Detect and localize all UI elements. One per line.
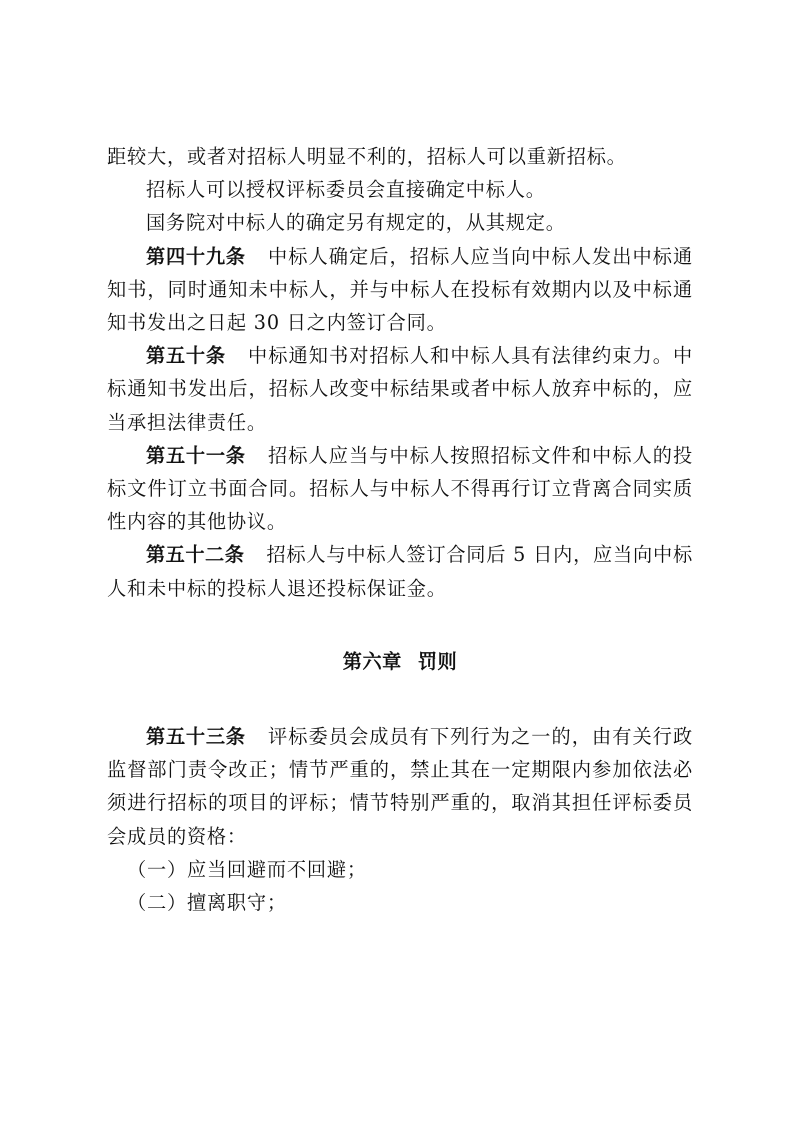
paragraph-continuation (107, 140, 693, 173)
paragraph-authorize-committee (107, 173, 693, 206)
article-heading: 第五十一条 (146, 443, 246, 467)
article-text: 招标人与中标人签订合同后 5 日内，应当向中标人和未中标的投标人退还投标保证金。 (107, 543, 693, 600)
list-item-text: （二）擅离职守； (127, 891, 287, 915)
article-51 (107, 439, 693, 539)
article-52 (107, 538, 693, 604)
list-item-2 (107, 886, 693, 919)
article-53 (107, 720, 693, 853)
chapter-title: 罚则 (417, 649, 458, 673)
article-text: 招标人应当与中标人按照招标文件和中标人的投标文件订立书面合同。招标人与中标人不得再行订立背离合同实质性内容的其他协议。 (107, 443, 693, 534)
paragraph-state-council (107, 206, 693, 239)
article-50 (107, 339, 693, 439)
article-heading: 第四十九条 (146, 244, 246, 268)
chapter-heading (107, 645, 693, 678)
article-text: 中标通知书对招标人和中标人具有法律约束力。中标通知书发出后，招标人改变中标结果或者中标人放弃中标的，应当承担法律责任。 (107, 344, 694, 434)
article-heading: 第五十条 (146, 344, 226, 368)
article-text: 评标委员会成员有下列行为之一的，由有关行政监督部门责令改正；情节严重的，禁止其在一定期限内参加依法必须进行招标的项目的评标；情节特别严重的，取消其担任评标委员会成员的资格： (107, 725, 693, 848)
article-heading: 第五十三条 (146, 725, 246, 749)
document-body (107, 140, 693, 919)
paragraph-text: 招标人可以授权评标委员会直接确定中标人。 (146, 178, 546, 202)
article-49 (107, 240, 693, 340)
paragraph-text: 国务院对中标人的确定另有规定的，从其规定。 (146, 211, 566, 235)
list-item-1 (107, 853, 693, 886)
chapter-number: 第六章 (342, 649, 402, 673)
article-text: 中标人确定后，招标人应当向中标人发出中标通知书，同时通知未中标人，并与中标人在投标有效期内以及中标通知书发出之日起 30 日之内签订合同。 (107, 244, 693, 335)
paragraph-text: 距较大，或者对招标人明显不利的，招标人可以重新招标。 (107, 145, 627, 168)
list-item-text: （一）应当回避而不回避； (127, 857, 367, 881)
article-heading: 第五十二条 (146, 543, 245, 567)
